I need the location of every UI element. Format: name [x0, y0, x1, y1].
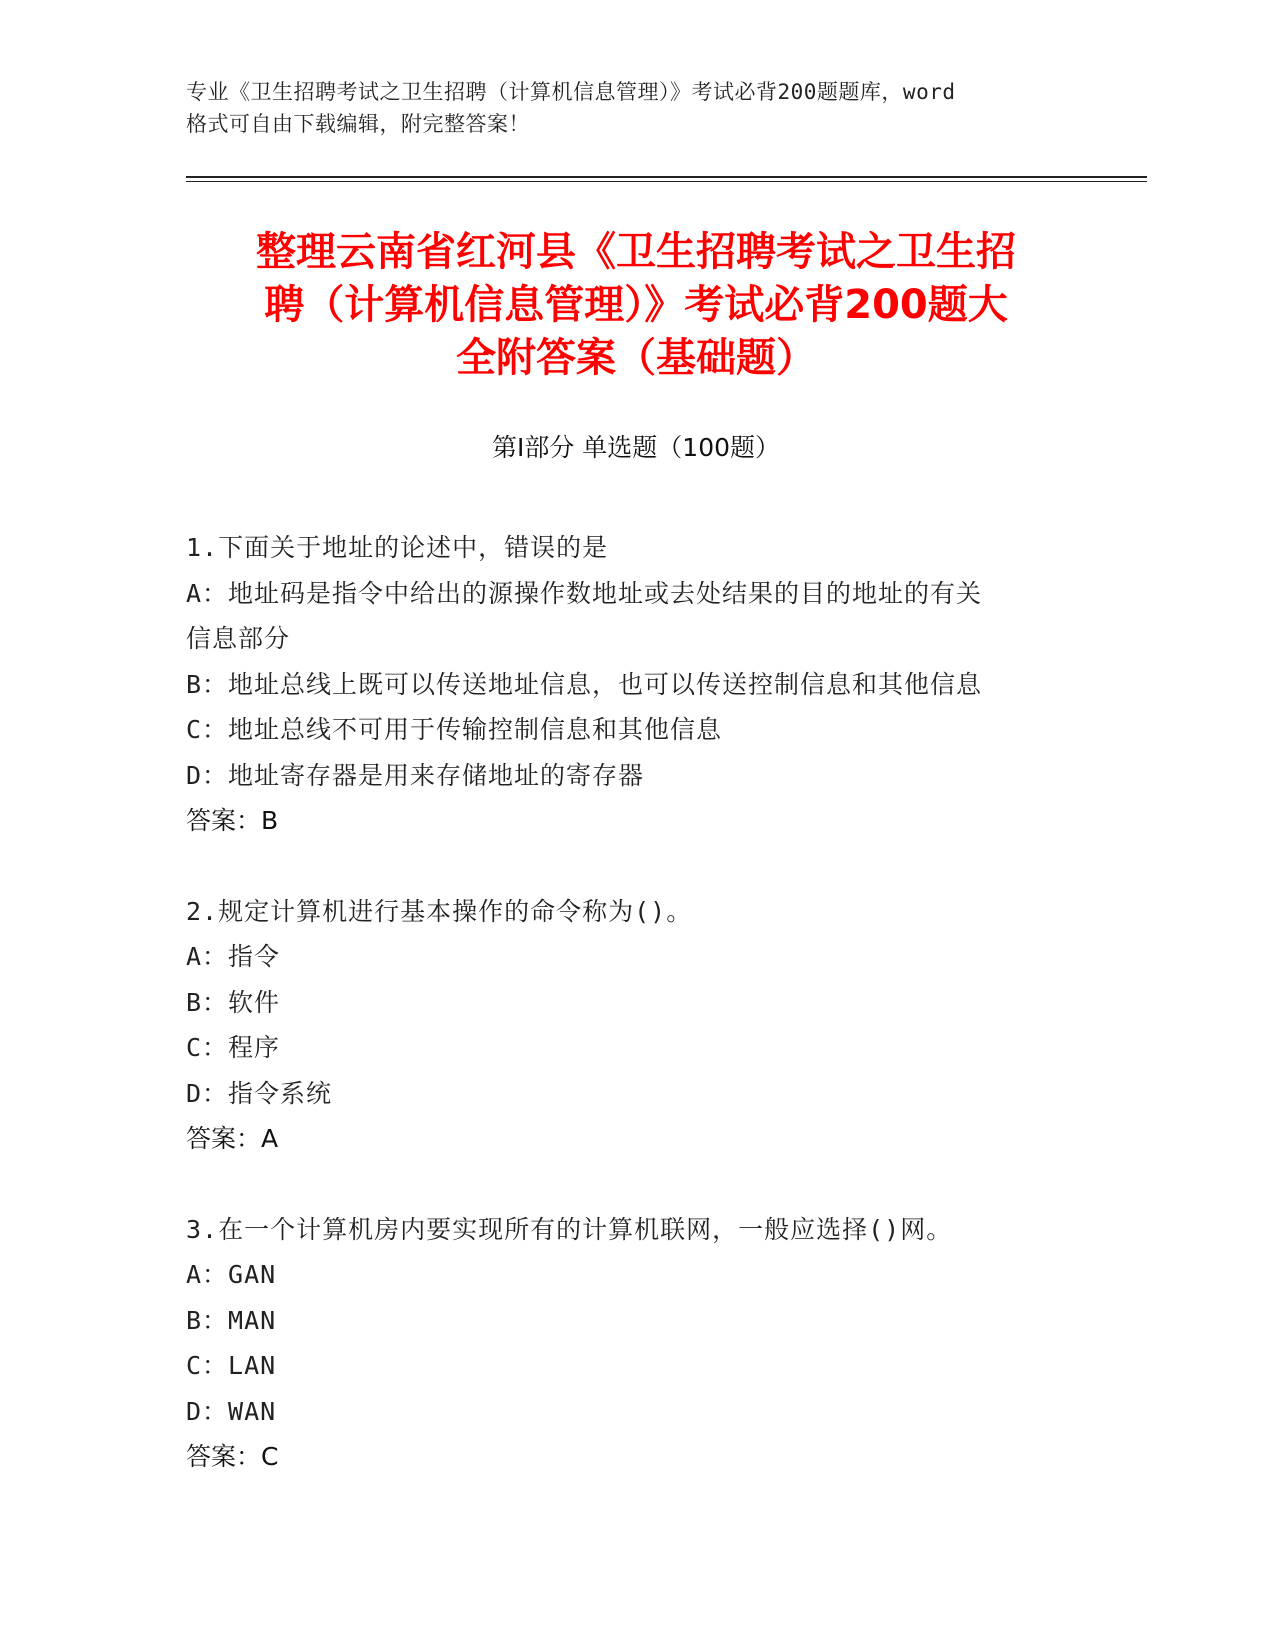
document-title-line-2: 聘（计算机信息管理）》考试必背200题大	[264, 282, 1008, 328]
header-rule-thin	[186, 181, 1147, 182]
option-a: A：GAN	[186, 1260, 277, 1289]
question-2	[186, 889, 1086, 1162]
answer: 答案：A	[186, 1124, 279, 1153]
option-c: C：程序	[186, 1033, 281, 1062]
option-c: C：LAN	[186, 1351, 277, 1380]
option-a: A：地址码是指令中给出的源操作数地址或去处结果的目的地址的有关	[186, 578, 983, 608]
header-note-line-2: 格式可自由下载编辑，附完整答案！	[186, 112, 530, 136]
option-d: D：指令系统	[186, 1078, 333, 1108]
answer: 答案：B	[186, 806, 279, 835]
option-d: D：地址寄存器是用来存储地址的寄存器	[186, 760, 645, 790]
question-stem: 1.下面关于地址的论述中，错误的是	[186, 533, 609, 562]
option-c: C：地址总线不可用于传输控制信息和其他信息	[186, 715, 723, 744]
section-title: 第Ⅰ部分 单选题（100题）	[491, 433, 781, 462]
answer: 答案：C	[186, 1442, 279, 1471]
option-b: B：软件	[186, 987, 281, 1017]
question-list	[186, 525, 1086, 1525]
question-1	[186, 525, 1086, 844]
option-b: B：地址总线上既可以传送地址信息，也可以传送控制信息和其他信息	[186, 669, 983, 699]
option-d: D：WAN	[186, 1396, 277, 1426]
header-note	[186, 76, 1086, 140]
header-rule-thick	[186, 176, 1147, 178]
document-title	[186, 226, 1086, 385]
document-title-line-1: 整理云南省红河县《卫生招聘考试之卫生招	[256, 229, 1016, 275]
question-stem: 3.在一个计算机房内要实现所有的计算机联网，一般应选择()网。	[186, 1214, 953, 1244]
question-stem: 2.规定计算机进行基本操作的命令称为()。	[186, 896, 693, 926]
question-3	[186, 1207, 1086, 1480]
option-a-continued: 信息部分	[186, 624, 291, 653]
option-b: B：MAN	[186, 1305, 277, 1335]
document-title-line-3: 全附答案（基础题）	[456, 335, 816, 381]
option-a: A：指令	[186, 942, 281, 971]
header-note-line-1: 专业《卫生招聘考试之卫生招聘（计算机信息管理）》考试必背200题题库，word	[186, 80, 956, 104]
